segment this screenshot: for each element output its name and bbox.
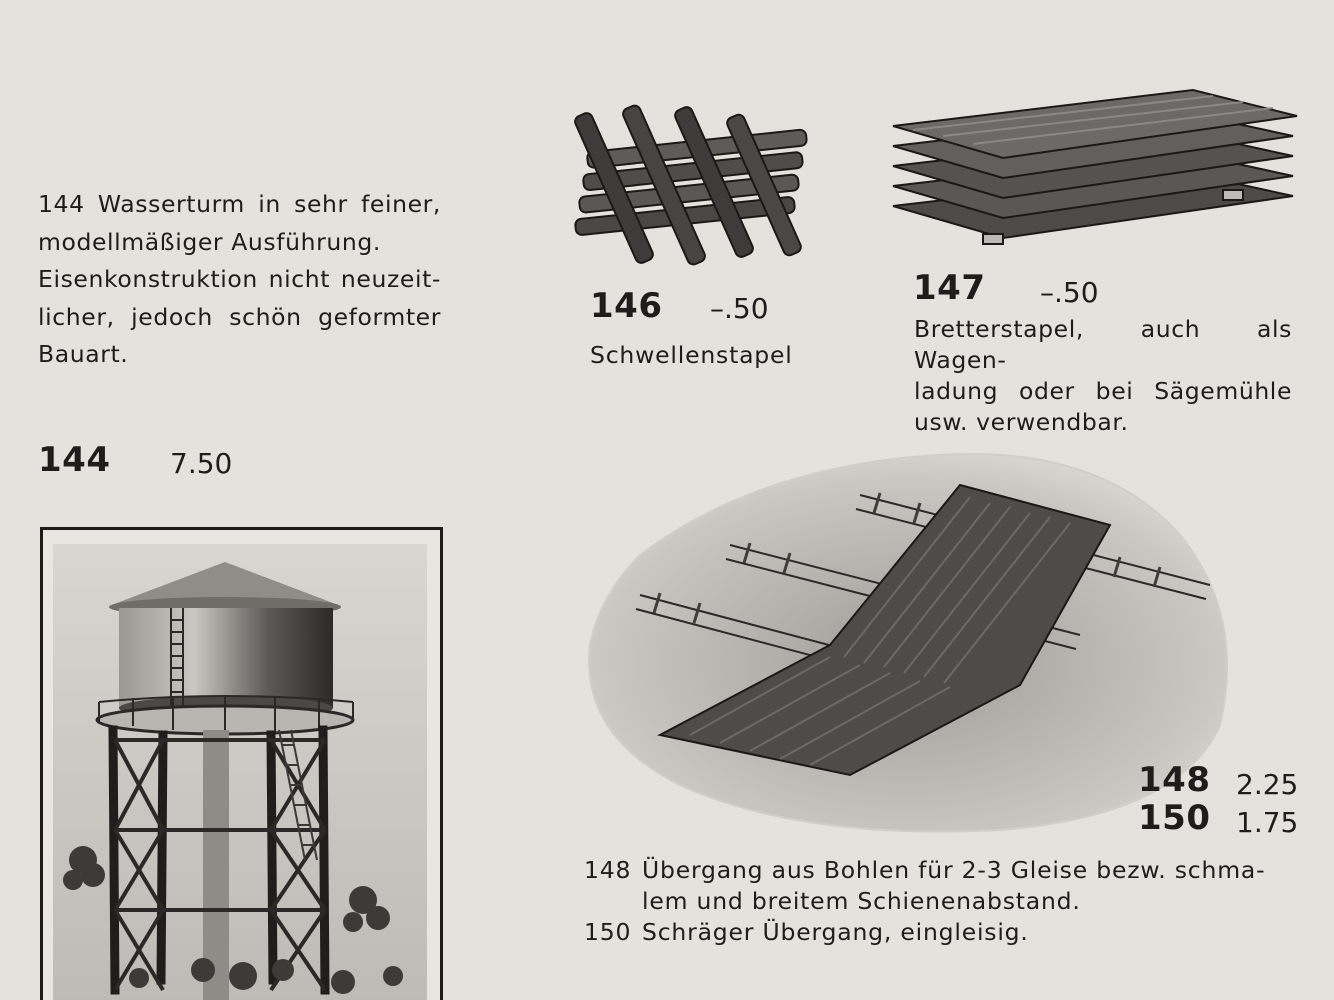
price-147: –.50 <box>1040 276 1099 309</box>
description-line: modellmäßiger Ausführung. <box>38 227 381 256</box>
wasserturm-photo <box>40 527 443 1000</box>
bretterstapel-description <box>914 314 1292 438</box>
crossing-line-text: lem und breitem Schienenabstand. <box>642 887 1081 915</box>
item-number-144: 144 <box>38 440 111 480</box>
crossing-line-number: 148 <box>584 856 632 884</box>
item-number-147: 147 <box>913 268 986 308</box>
item-number-150: 150 <box>1138 798 1211 838</box>
item-number-146: 146 <box>590 286 663 326</box>
wasserturm-description <box>38 186 441 374</box>
price-146: –.50 <box>710 292 769 325</box>
item-number-148: 148 <box>1138 760 1211 800</box>
description-line: Eisenkonstruktion nicht neuzeit- <box>38 265 441 293</box>
tie-stack-illustration <box>565 88 825 288</box>
description-line: ladung oder bei Sägemühle <box>914 377 1292 405</box>
crossing-line-text: Schräger Übergang, eingleisig. <box>642 918 1029 946</box>
plank-stack-illustration <box>883 86 1303 256</box>
price-144: 7.50 <box>170 447 233 480</box>
crossing-line <box>584 855 1304 886</box>
crossing-line-number: 150 <box>584 918 632 946</box>
description-line: Bretterstapel, auch als Wagen- <box>914 315 1292 374</box>
crossing-line <box>584 917 1304 948</box>
description-line: 144 Wasserturm in sehr feiner, <box>38 190 441 218</box>
description-line: licher, jedoch schön geformter <box>38 302 441 331</box>
caption-146: Schwellenstapel <box>590 341 793 369</box>
price-150: 1.75 <box>1236 806 1299 839</box>
schwellenstapel-photo <box>565 88 825 288</box>
crossing-line-text: Übergang aus Bohlen für 2-3 Gleise bezw. schma- <box>642 856 1266 884</box>
crossing-line <box>584 886 1304 917</box>
water-tower-illustration <box>43 530 440 1000</box>
crossing-line-number <box>584 886 642 917</box>
price-148: 2.25 <box>1236 768 1299 801</box>
description-line: usw. verwendbar. <box>914 408 1129 436</box>
crossing-description <box>584 855 1304 948</box>
description-line: Bauart. <box>38 340 129 368</box>
bretterstapel-photo <box>883 86 1303 256</box>
